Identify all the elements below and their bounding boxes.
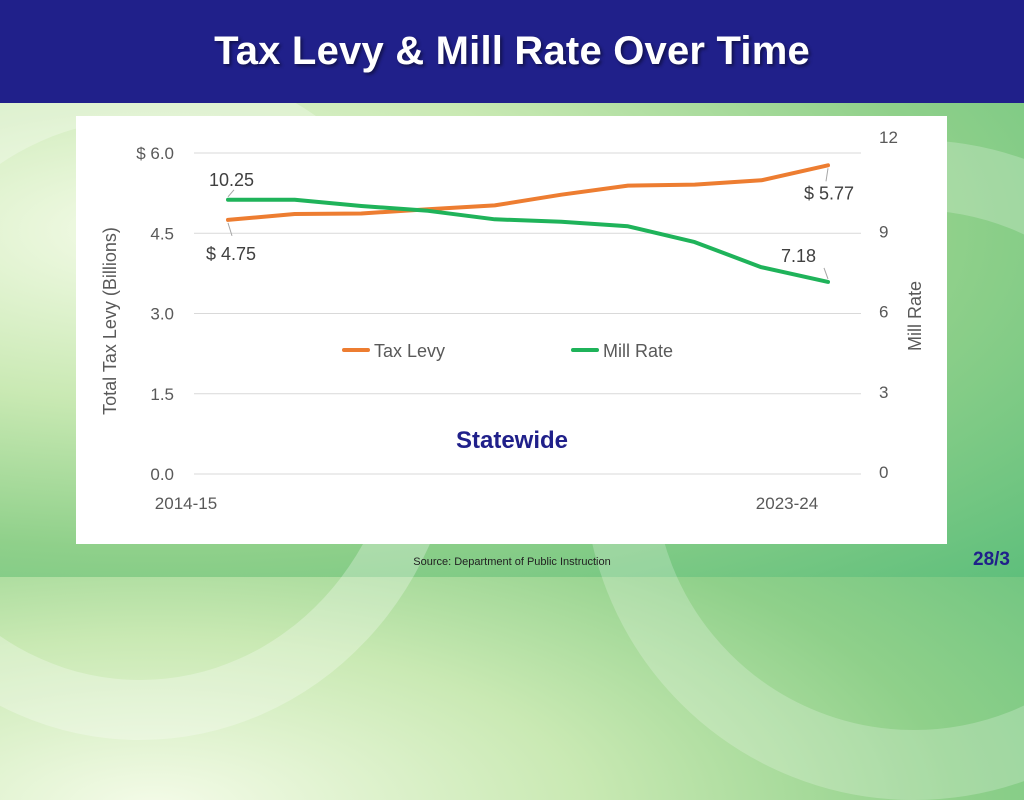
y2-tick-label: 12 xyxy=(879,128,898,147)
source-note: Source: Department of Public Instruction xyxy=(413,556,611,568)
tax-levy-line xyxy=(228,165,828,220)
tax-levy-start-label: $ 4.75 xyxy=(206,243,257,264)
y2-axis-title: Mill Rate xyxy=(905,280,925,352)
legend-tax-levy-label: Tax Levy xyxy=(374,341,446,361)
title-bar xyxy=(0,0,1024,103)
y2-tick-label: 3 xyxy=(879,382,889,402)
y2-tick-label: 0 xyxy=(879,463,889,482)
legend-mill-rate-label: Mill Rate xyxy=(603,341,674,361)
chart-panel xyxy=(76,116,947,544)
y-tick-label: $ 6.0 xyxy=(136,144,174,163)
mill-rate-end-label: 7.18 xyxy=(780,245,816,266)
x-tick-label: 2014-15 xyxy=(154,494,218,513)
y-tick-label: 4.5 xyxy=(150,224,174,244)
data-label-leader xyxy=(826,168,828,181)
y-tick-label: 0.0 xyxy=(150,465,174,484)
tax-levy-end-label: $ 5.77 xyxy=(803,183,854,204)
chart-subtitle: Statewide xyxy=(455,427,569,454)
x-tick-label: 2023-24 xyxy=(755,494,819,513)
slide-title: Tax Levy & Mill Rate Over Time xyxy=(214,29,810,73)
data-label-leader xyxy=(228,190,234,197)
y2-tick-label: 6 xyxy=(879,302,889,322)
y-axis-title: Total Tax Levy (Billions) xyxy=(100,227,120,415)
mill-rate-start-label: 10.25 xyxy=(209,169,255,190)
y2-tick-label: 9 xyxy=(879,222,889,242)
data-label-leader xyxy=(228,223,232,236)
page-number: 28/3 xyxy=(973,549,1010,570)
data-label-leader xyxy=(824,268,828,279)
y-tick-label: 1.5 xyxy=(150,384,174,404)
y-tick-label: 3.0 xyxy=(150,304,174,324)
line-chart xyxy=(76,116,947,544)
